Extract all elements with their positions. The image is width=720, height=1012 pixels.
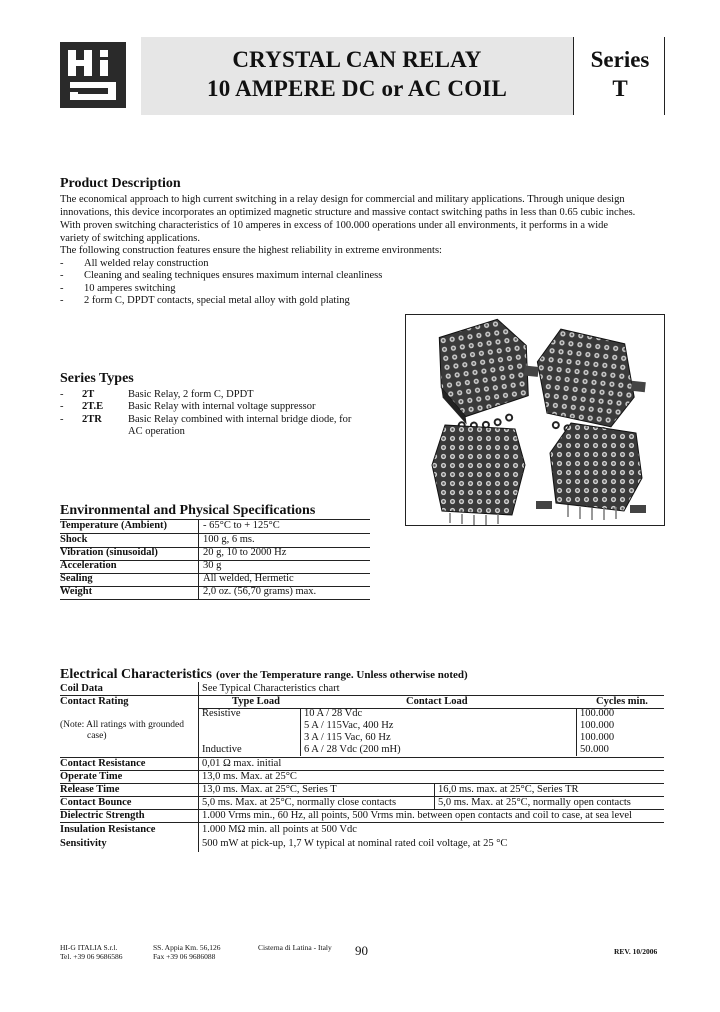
operate-time-label: Operate Time (60, 771, 123, 782)
feature-bullet: - Cleaning and sealing techniques ensures maximum internal cleanliness (60, 270, 383, 281)
operate-time-value: 13,0 ms. Max. at 25°C (202, 771, 297, 782)
revision: REV. 10/2006 (614, 947, 658, 956)
rule (60, 757, 664, 758)
contact-load-header: Contact Load (406, 696, 468, 707)
rule (60, 822, 664, 823)
cycles-value: 100.000 (580, 708, 615, 719)
release-time-label: Release Time (60, 784, 120, 795)
feature-bullet: - 2 form C, DPDT contacts, special metal alloy with gold plating (60, 295, 350, 306)
footer-company: HI-G ITALIA S.r.l. Tel. +39 06 9686586 (60, 943, 123, 961)
contact-bounce-value: 5,0 ms. Max. at 25°C, normally close contacts (202, 797, 397, 808)
series-type-item: - 2TR Basic Relay combined with internal bridge diode, for (60, 414, 352, 425)
hi-g-logo-icon (60, 42, 126, 108)
cycles-header: Cycles min. (596, 696, 648, 707)
sensitivity-label: Sensitivity (60, 838, 107, 849)
series-value: T (612, 76, 628, 101)
env-row-sealing: Sealing All welded, Hermetic (60, 573, 370, 587)
dielectric-strength-value: 1.000 Vrms min., 60 Hz, all points, 500 Vrms min. between open contacts and coil to case, at sea level (202, 810, 632, 821)
electrical-heading-row (60, 665, 468, 683)
feature-bullet: - 10 amperes switching (60, 283, 176, 294)
contact-load-value: 3 A / 115 Vac, 60 Hz (304, 732, 391, 743)
type-load-resistive: Resistive (202, 708, 241, 719)
contact-load-value: 10 A / 28 Vdc (304, 708, 363, 719)
electrical-heading-note: (over the Temperature range. Unless otherwise noted) (216, 669, 468, 681)
type-load-inductive: Inductive (202, 744, 242, 755)
contact-load-value: 5 A / 115Vac, 400 Hz (304, 720, 394, 731)
product-description-line: With proven switching characteristics of 10 amperes in excess of 100.000 operations under all environments, it performs in a wide (60, 220, 609, 231)
title-line-2: 10 AMPERE DC or AC COIL (207, 76, 507, 101)
env-row-shock: Shock 100 g, 6 ms. (60, 534, 370, 548)
contact-rating-label: Contact Rating (60, 696, 129, 707)
release-time-value-tr: 16,0 ms. max. at 25°C, Series TR (438, 784, 579, 795)
series-types-heading: Series Types (60, 371, 134, 386)
title-line-1: CRYSTAL CAN RELAY (232, 47, 482, 72)
series-divider (573, 37, 574, 115)
series-type-item: - 2T.E Basic Relay with internal voltage suppressor (60, 401, 316, 412)
contact-load-value: 6 A / 28 Vdc (200 mH) (304, 744, 401, 755)
type-load-header: Type Load (232, 696, 280, 707)
env-row-temperature: Temperature (Ambient) - 65°C to + 125°C (60, 520, 370, 534)
series-type-item: - 2T Basic Relay, 2 form C, DPDT (60, 389, 254, 400)
series-type-item-continued: AC operation (128, 426, 185, 437)
cycles-value: 100.000 (580, 732, 615, 743)
env-row-weight: Weight 2,0 oz. (56,70 grams) max. (60, 586, 370, 600)
environmental-heading: Environmental and Physical Specifications (60, 503, 316, 518)
product-description-line: variety of switching applications. (60, 233, 200, 244)
env-row-vibration: Vibration (sinusoidal) 20 g, 10 to 2000 Hz (60, 547, 370, 561)
env-row-acceleration: Acceleration 30 g (60, 560, 370, 574)
relay-photo (405, 314, 665, 526)
product-description-heading: Product Description (60, 176, 181, 191)
product-description-line: The following construction features ensure the highest reliability in extreme environments: (60, 245, 442, 256)
page-number: 90 (355, 943, 368, 958)
coil-data-value: See Typical Characteristics chart (202, 683, 340, 694)
sensitivity-value: 500 mW at pick-up, 1,7 W typical at nominal rated coil voltage, at 25 °C (202, 838, 508, 849)
cycles-value: 100.000 (580, 720, 615, 731)
cycles-divider (576, 708, 577, 756)
company-logo (60, 42, 126, 108)
contact-bounce-value-no: 5,0 ms. Max. at 25°C, normally open contacts (438, 797, 631, 808)
rule (60, 770, 664, 771)
product-description-line: innovations, this device incorporates an optimized magnetic structure and massive contact switching paths in less than 0.65 cubic inches. (60, 207, 636, 218)
electrical-heading: Electrical Characteristics (60, 667, 212, 682)
insulation-resistance-value: 1.000 MΩ min. all points at 500 Vdc (202, 824, 357, 835)
contact-bounce-label: Contact Bounce (60, 797, 132, 808)
type-load-divider (300, 708, 301, 756)
coil-data-label: Coil Data (60, 683, 103, 694)
dielectric-strength-label: Dielectric Strength (60, 810, 145, 821)
contact-resistance-value: 0,01 Ω max. initial (202, 758, 282, 769)
contact-rating-note: (Note: All ratings with grounded case) (60, 720, 185, 741)
relay-photo-image (406, 315, 664, 525)
series-label: Series (590, 47, 650, 72)
contact-resistance-label: Contact Resistance (60, 758, 146, 769)
release-time-value: 13,0 ms. Max. at 25°C, Series T (202, 784, 337, 795)
feature-bullet: - All welded relay construction (60, 258, 209, 269)
cycles-value: 50.000 (580, 744, 609, 755)
rule (60, 695, 664, 696)
product-description-line: The economical approach to high current switching in a relay design for commercial and military applications. Through unique design (60, 194, 625, 205)
footer-address: SS. Appia Km. 56,126 Fax +39 06 9686088 (153, 943, 221, 961)
insulation-resistance-label: Insulation Resistance (60, 824, 156, 835)
footer-city: Cisterna di Latina - Italy (258, 943, 332, 952)
